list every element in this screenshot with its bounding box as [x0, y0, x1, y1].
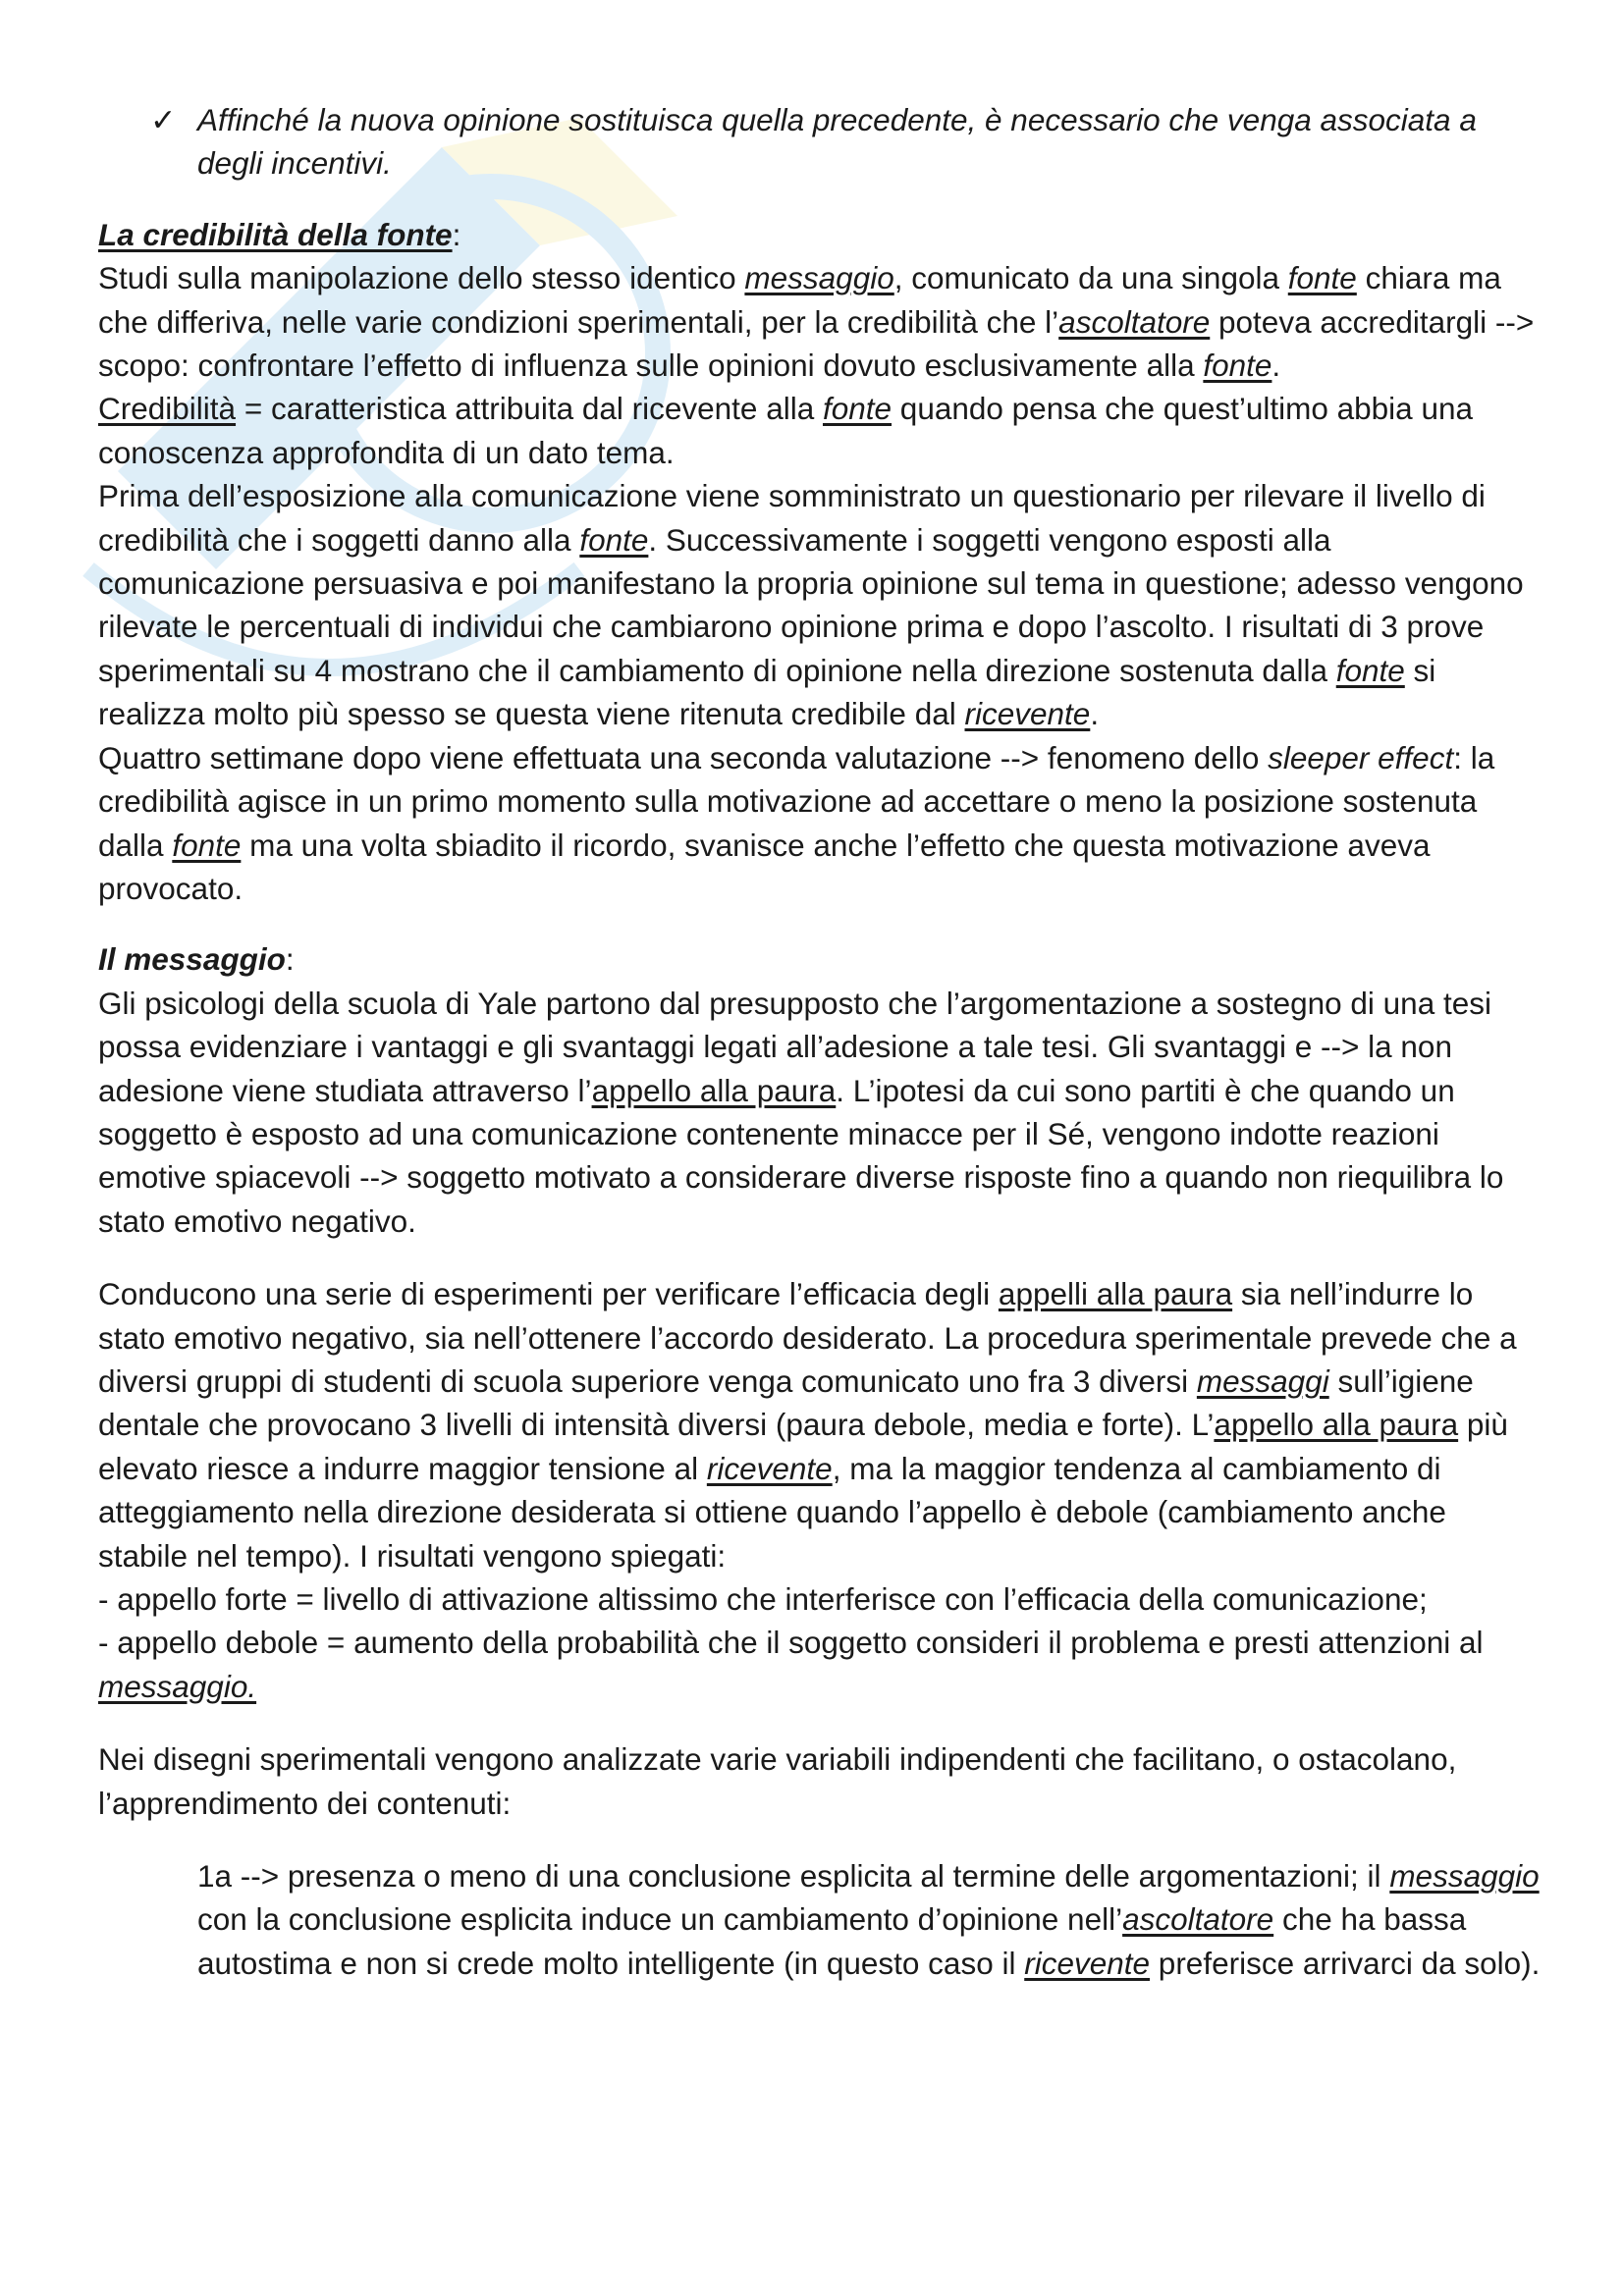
paragraph: Credibilità = caratteristica attribuita dal ricevente alla fonte quando pensa che quest’ultimo abbia una conoscenza approfondita di un dato tema. [98, 391, 1473, 470]
term: fonte [1287, 260, 1357, 296]
term: fonte [1203, 347, 1272, 384]
term: appelli alla paura [998, 1276, 1233, 1312]
heading-text: Il messaggio [98, 941, 286, 978]
indented-paragraph: 1a --> presenza o meno di una conclusione esplicita al termine delle argomentazioni; il messaggio con la conclusione esplicita induce un cambiamento d’opinione nell’ascoltatore che ha bassa autostima e non si crede molto intelligente (in questo caso il ricevente preferisce arrivarci da solo). [197, 1858, 1541, 1981]
term: ricevente [1024, 1945, 1151, 1981]
term: ricevente [706, 1450, 833, 1486]
heading-text: La credibilità della fonte [98, 216, 453, 252]
term: ascoltatore [1058, 303, 1211, 340]
term: fonte [172, 827, 242, 863]
term: fonte [579, 521, 649, 558]
term: appello alla paura [1214, 1407, 1459, 1443]
paragraph: Gli psicologi della scuola di Yale partono dal presupposto che l’argomentazione a sostegno di una tesi possa evidenziare i vantaggi e gli svantaggi legati all’adesione a tale tesi. Gli svantaggi e --> la non adesione viene studiata attraverso l’appello alla paura. L’ipotesi da cui sono partiti è che quando un soggetto è esposto ad una comunicazione contenente minacce per il Sé, vengono indotte reazioni emotive spiacevoli --> soggetto motivato a considerare diverse risposte fino a quando non riequilibra lo stato emotivo negativo. [98, 985, 1504, 1239]
term: ascoltatore [1122, 1901, 1274, 1938]
paragraph: Prima dell’esposizione alla comunicazione viene somministrato un questionario per rilevare il livello di credibilità che i soggetti danno alla fonte. Successivamente i soggetti vengono esposti alla comunicazione persuasiva e poi manifestano la propria opinione sul tema in questione; adesso vengono rilevate le percentuali di individui che cambiarono opinione prima e dopo l’ascolto. I risultati di 3 prove sperimentali su 4 mostrano che il cambiamento di opinione nella direzione sostenuta dalla fonte si realizza molto più spesso se questa viene ritenuta credibile dal ricevente. [98, 478, 1524, 732]
term: appello alla paura [591, 1072, 837, 1108]
paragraph: Quattro settimane dopo viene effettuata una seconda valutazione --> fenomeno dello sleeper effect: la credibilità agisce in un primo momento sulla motivazione ad accettare o meno la posizione sostenuta dalla fonte ma una volta sbiadito il ricordo, svanisce anche l’effetto che questa motivazione aveva provocato. [98, 739, 1495, 906]
paragraph: Nei disegni sperimentali vengono analizzate varie variabili indipendenti che facilitano, o ostacolano, l’apprendimento dei contenuti: [98, 1741, 1457, 1821]
list-line: - appello forte = livello di attivazione altissimo che interferisce con l’efficacia della comunicazione; [98, 1581, 1428, 1617]
term: messaggio [744, 260, 894, 296]
term: messaggio. [98, 1668, 257, 1704]
section-heading-credibility: La credibilità della fonte: [98, 216, 461, 252]
term: messaggio [1389, 1858, 1540, 1895]
section-heading-message: Il messaggio: [98, 941, 295, 978]
paragraph: Studi sulla manipolazione dello stesso identico messaggio, comunicato da una singola fonte chiara ma che differiva, nelle varie condizioni sperimentali, per la credibilità che l’ascoltatore poteva accreditargli --> scopo: confrontare l’effetto di influenza sulle opinioni dovuto esclusivamente alla fonte. [98, 260, 1535, 384]
term: fonte [822, 391, 893, 427]
list-line: - appello debole = aumento della probabilità che il soggetto consideri il problema e presti attenzioni al messaggio. [98, 1625, 1484, 1704]
paragraph: Conducono una serie di esperimenti per verificare l’efficacia degli appelli alla paura sia nell’indurre lo stato emotivo negativo, sia nell’ottenere l’accordo desiderato. La procedura sperimentale prevede che a diversi gruppi di studenti di scuola superiore venga comunicato uno fra 3 diversi messaggi sull’igiene dentale che provocano 3 livelli di intensità diversi (paura debole, media e forte). L’appello alla paura più elevato riesce a indurre maggior tensione al ricevente, ma la maggior tendenza al cambiamento di atteggiamento nella direzione desiderata si ottiene quando l’appello è debole (cambiamento anche stabile nel tempo). I risultati vengono spiegati: [98, 1276, 1517, 1574]
checklist-text: Affinché la nuova opinione sostituisca quella precedente, è necessario che venga associata a degli incentivi. [197, 102, 1477, 182]
checkmark-icon: ✓ [150, 102, 177, 137]
term: fonte [1335, 652, 1405, 688]
term: sleeper effect [1268, 739, 1454, 775]
term: ricevente [964, 696, 1091, 732]
term: messaggi [1196, 1362, 1329, 1399]
document-page [98, 98, 1542, 1985]
checklist-item [98, 98, 1542, 186]
term: Credibilità [98, 391, 237, 427]
